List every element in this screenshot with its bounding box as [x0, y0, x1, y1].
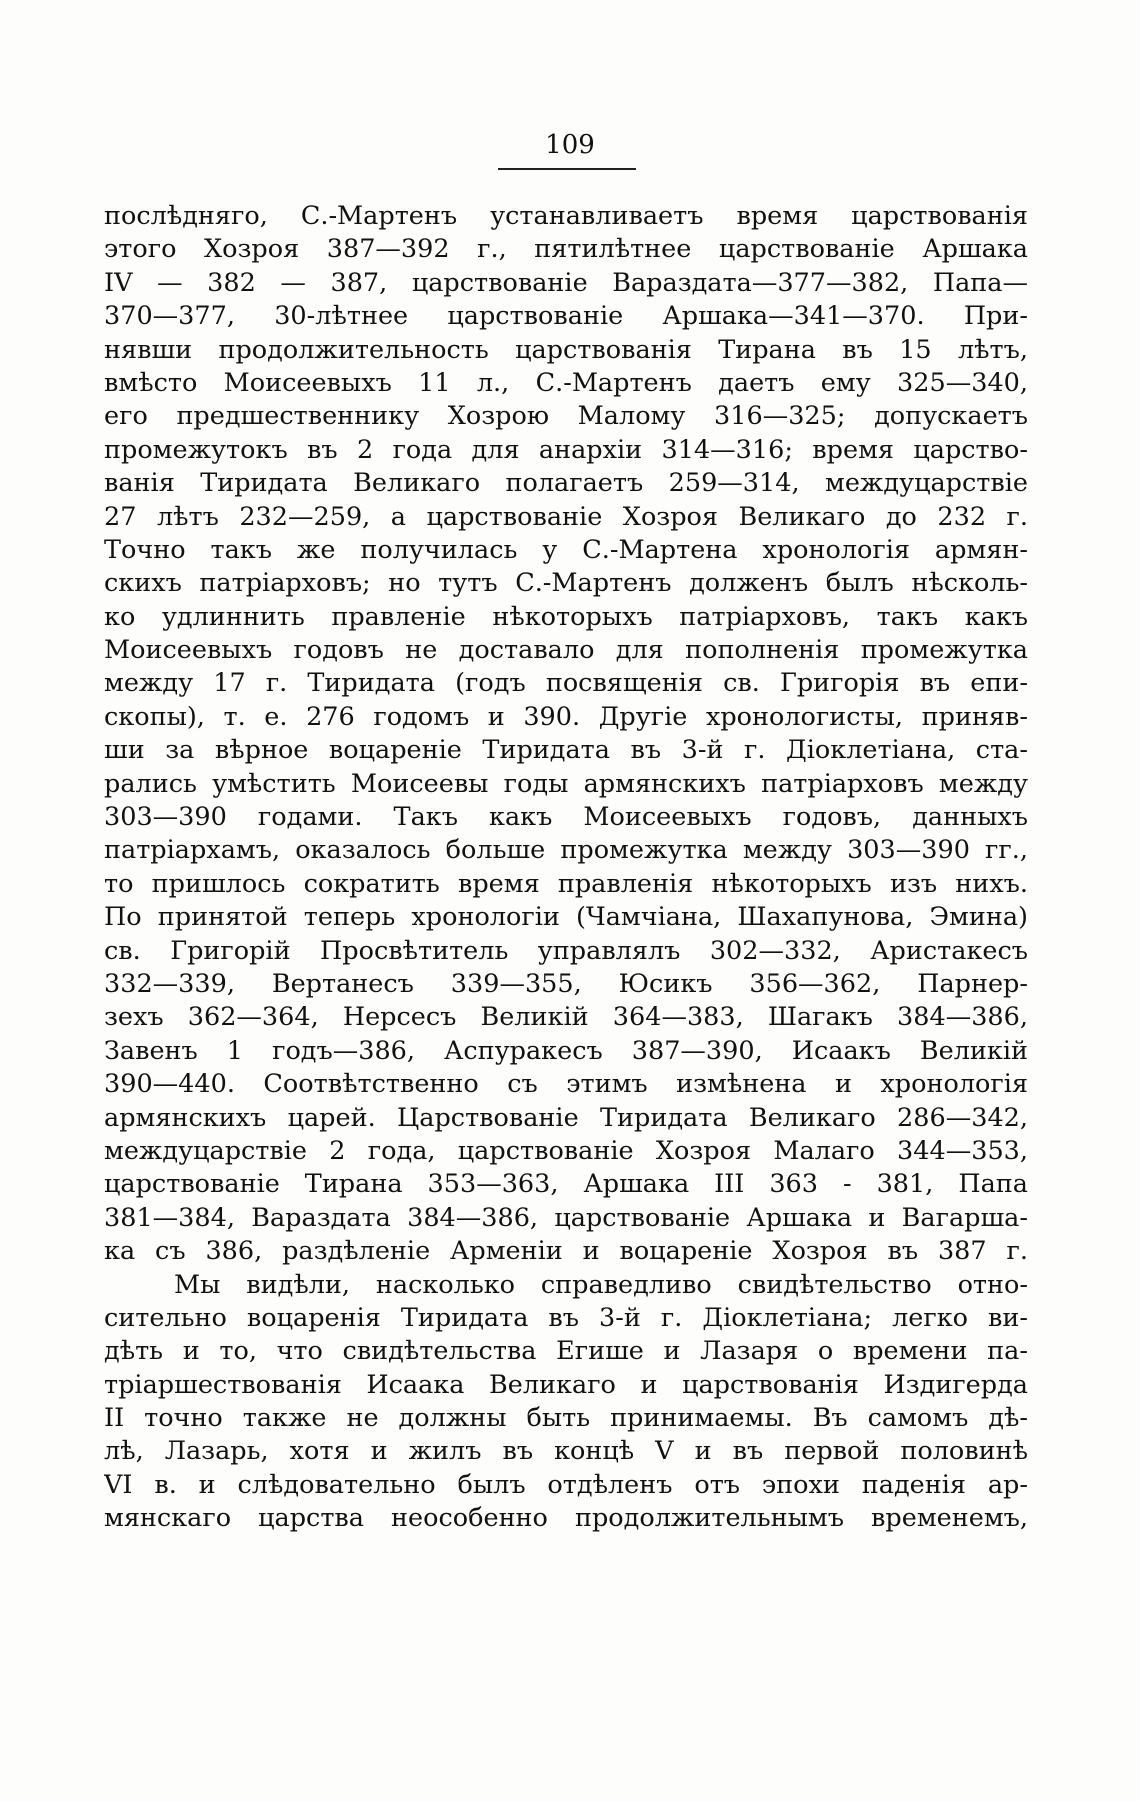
text-line: вмѣсто Моисеевыхъ 11 л., С.-Мартенъ даетъ ему 325—340, — [104, 367, 1028, 398]
text-line: IV — 382 — 387, царствованіе Вараздата—377—382, Папа— — [104, 267, 1028, 298]
page-number: 109 — [545, 130, 595, 160]
paragraph-1 — [104, 200, 1028, 1269]
text-line: 381—384, Вараздата 384—386, царствованіе Аршака и Вагарша- — [104, 1202, 1028, 1233]
text-line: Моисеевыхъ годовъ не доставало для пополненія промежутка — [104, 635, 1028, 666]
text-line: VI в. и слѣдовательно былъ отдѣленъ отъ эпохи паденія ар- — [104, 1469, 1028, 1500]
text-line: промежутокъ въ 2 года для анархіи 314—316; время царство- — [104, 434, 1028, 465]
text-line: этого Хозроя 387—392 г., пятилѣтнее царствованіе Аршака — [104, 234, 1028, 265]
text-line: ванія Тиридата Великаго полагаетъ 259—314, междуцарствіе — [104, 468, 1028, 499]
text-line: зехъ 362—364, Нерсесъ Великій 364—383, Шагакъ 384—386, — [104, 1002, 1028, 1033]
text-line: 303—390 годами. Такъ какъ Моисеевыхъ годовъ, данныхъ — [104, 802, 1028, 833]
text-line: 370—377, 30-лѣтнее царствованіе Аршака—341—370. При- — [104, 301, 1028, 332]
text-line: Завенъ 1 годъ—386, Аспуракесъ 387—390, Исаакъ Великій — [104, 1035, 1028, 1066]
text-line: лѣ, Лазарь, хотя и жилъ въ концѣ V и въ первой половинѣ — [104, 1436, 1028, 1467]
text-line: ши за вѣрное воцареніе Тиридата въ 3-й г. Діоклетіана, ста- — [104, 735, 1028, 766]
text-line: ка съ 386, раздѣленіе Арменіи и воцареніе Хозроя въ 387 г. — [104, 1236, 1028, 1267]
text-line: 390—440. Соотвѣтственно съ этимъ измѣнена и хронологія — [104, 1069, 1028, 1100]
text-line: дѣть и то, что свидѣтельства Егише и Лазаря о времени па- — [104, 1336, 1028, 1367]
text-line: то пришлось сократить время правленія нѣкоторыхъ изъ нихъ. — [104, 868, 1028, 899]
text-line: нявши продолжительность царствованія Тирана въ 15 лѣтъ, — [104, 334, 1028, 365]
text-line: сительно воцаренія Тиридата въ 3-й г. Діоклетіана; легко ви- — [104, 1302, 1028, 1333]
text-line: между 17 г. Тиридата (годъ посвященія св. Григорія въ епи- — [104, 668, 1028, 699]
page-number-rule — [498, 168, 636, 170]
text-line: св. Григорій Просвѣтитель управлялъ 302—332, Аристакесъ — [104, 935, 1028, 966]
text-line: междуцарствіе 2 года, царствованіе Хозроя Малаго 344—353, — [104, 1135, 1028, 1166]
text-line: ко удлиннить правленіе нѣкоторыхъ патріарховъ, такъ какъ — [104, 601, 1028, 632]
text-line: царствованіе Тирана 353—363, Аршака III 363 - 381, Папа — [104, 1169, 1028, 1200]
text-line: II точно также не должны быть принимаемы. Въ самомъ дѣ- — [104, 1403, 1028, 1434]
text-line: 27 лѣтъ 232—259, а царствованіе Хозроя Великаго до 232 г. — [104, 501, 1028, 532]
text-line: армянскихъ царей. Царствованіе Тиридата Великаго 286—342, — [104, 1102, 1028, 1133]
text-line: Мы видѣли, насколько справедливо свидѣтельство отно- — [174, 1269, 1028, 1300]
text-line: 332—339, Вертанесъ 339—355, Юсикъ 356—362, Парнер- — [104, 968, 1028, 999]
paragraph-2 — [104, 1269, 1028, 1536]
text-line: По принятой теперь хронологіи (Чамчіана, Шахапунова, Эмина) — [104, 902, 1028, 933]
text-line: мянскаго царства неособенно продолжительнымъ временемъ, — [104, 1503, 1028, 1534]
text-line: Точно такъ же получилась у С.-Мартена хронологія армян- — [104, 534, 1028, 565]
text-line: скихъ патріарховъ; но тутъ С.-Мартенъ долженъ былъ нѣсколь- — [104, 568, 1028, 599]
text-line: его предшественнику Хозрою Малому 316—325; допускаетъ — [104, 401, 1028, 432]
body-text — [104, 200, 1028, 1536]
text-line: тріаршествованія Исаака Великаго и царствованія Издигерда — [104, 1369, 1028, 1400]
text-line: рались умѣстить Моисеевы годы армянскихъ патріарховъ между — [104, 768, 1028, 799]
text-line: послѣдняго, С.-Мартенъ устанавливаетъ время царствованія — [104, 201, 1028, 231]
text-line: патріархамъ, оказалось больше промежутка между 303—390 гг., — [104, 835, 1028, 866]
text-line: скопы), т. е. 276 годомъ и 390. Другіе хронологисты, приняв- — [104, 701, 1028, 732]
